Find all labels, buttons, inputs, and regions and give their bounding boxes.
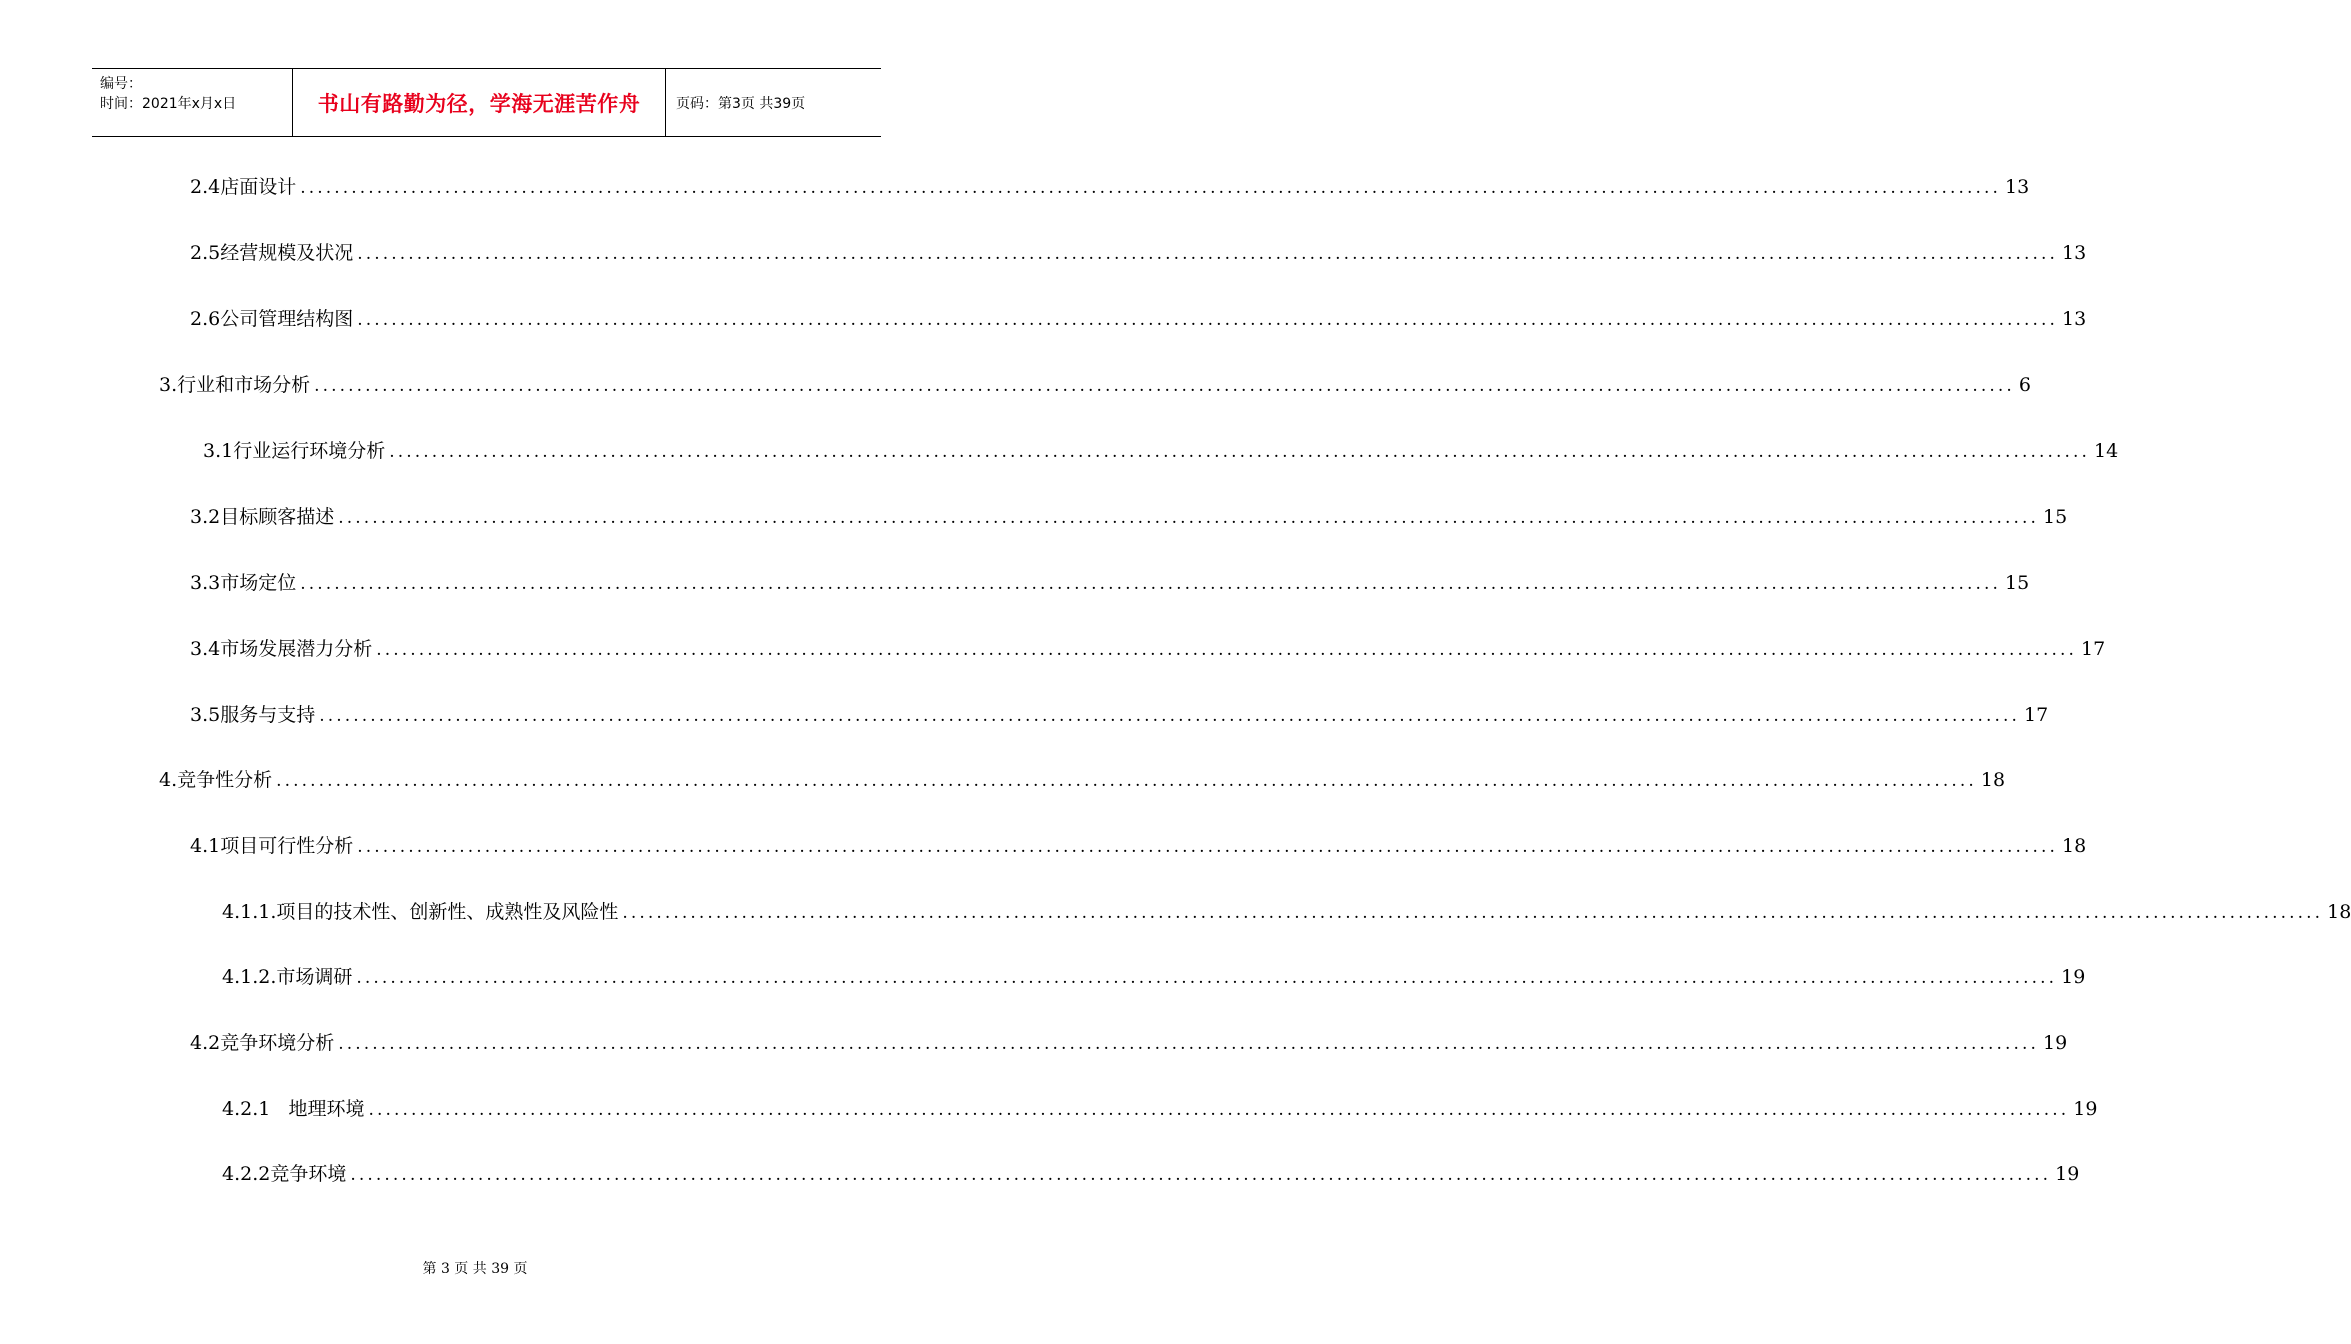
toc-entry[interactable]: [190, 700, 2049, 730]
toc-entry[interactable]: [190, 304, 2087, 334]
footer-page-number: 第 3 页 共 39 页: [422, 1261, 528, 1277]
toc-leader-dots: ........................................................................................................................................................................................................: [338, 508, 2039, 528]
toc-entry-label: 3.1行业运行环境分析: [203, 440, 386, 462]
toc-entry-label: 4.竞争性分析: [159, 769, 273, 791]
toc-entry-page: 17: [2080, 638, 2106, 660]
toc-entry-label: 2.4店面设计: [190, 176, 297, 198]
toc-entry-page: 19: [2061, 966, 2086, 988]
number-label: 编号：: [100, 76, 142, 92]
toc-entry[interactable]: [159, 370, 2031, 400]
toc-leader-dots: ........................................................................................................................................................................................................: [338, 1034, 2039, 1054]
toc-entry-page: 15: [2004, 572, 2030, 594]
toc-entry-label: 4.1.1.项目的技术性、创新性、成熟性及风险性: [222, 901, 619, 923]
toc-leader-dots: ........................................................................................................................................................................................................: [319, 706, 2020, 726]
toc-entry-page: 13: [2004, 176, 2030, 198]
toc-leader-dots: ........................................................................................................................................................................................................: [356, 968, 2058, 988]
toc-entry-label: 4.2.1 地理环境: [222, 1098, 365, 1120]
toc-entry[interactable]: [190, 502, 2068, 532]
toc-entry-page: 14: [2093, 440, 2119, 462]
page-label: 页码：第3页 共39页: [676, 95, 806, 112]
toc-leader-dots: ........................................................................................................................................................................................................: [300, 574, 2001, 594]
toc-entry[interactable]: [190, 568, 2030, 598]
toc-leader-dots: ........................................................................................................................................................................................................: [357, 310, 2058, 330]
toc-entry-label: 2.5经营规模及状况: [190, 242, 354, 264]
toc-leader-dots: ........................................................................................................................................................................................................: [300, 178, 2001, 198]
toc-leader-dots: ........................................................................................................................................................................................................: [350, 1165, 2052, 1185]
toc-leader-dots: ........................................................................................................................................................................................................: [622, 903, 2324, 923]
toc-entry-page: 18: [2061, 835, 2087, 857]
toc-entry[interactable]: [190, 634, 2106, 664]
toc-entry-page: 18: [1980, 769, 2006, 791]
time-label: 时间：2021年x月x日: [100, 96, 237, 112]
motto-text: 书山有路勤为径，学海无涯苦作舟: [317, 91, 641, 116]
toc-entry[interactable]: [190, 1028, 2068, 1058]
toc-leader-dots: ........................................................................................................................................................................................................: [357, 244, 2058, 264]
toc-entry-label: 3.5服务与支持: [190, 704, 316, 726]
toc-leader-dots: ........................................................................................................................................................................................................: [389, 442, 2090, 462]
toc-entry-page: 13: [2061, 308, 2087, 330]
toc-entry-page: 18: [2327, 901, 2351, 923]
toc-entry-label: 4.1.2.市场调研: [222, 966, 353, 988]
page-footer: [0, 1258, 950, 1278]
toc-entry[interactable]: [159, 765, 2006, 795]
toc-entry-page: 17: [2023, 704, 2049, 726]
toc-entry-page: 19: [2042, 1032, 2068, 1054]
toc-entry-label: 3.2目标顾客描述: [190, 506, 335, 528]
toc-leader-dots: ........................................................................................................................................................................................................: [357, 837, 2058, 857]
toc-leader-dots: ........................................................................................................................................................................................................: [276, 771, 1977, 791]
toc-entry-label: 3.3市场定位: [190, 572, 297, 594]
toc-entry-page: 19: [2055, 1163, 2080, 1185]
toc-entry-label: 3.4市场发展潜力分析: [190, 638, 373, 660]
header-motto-cell: [293, 69, 666, 136]
toc-entry-label: 4.2.2竞争环境: [222, 1163, 347, 1185]
toc-entry-page: 6: [2018, 374, 2031, 396]
toc-leader-dots: ........................................................................................................................................................................................................: [314, 376, 2015, 396]
toc-leader-dots: ........................................................................................................................................................................................................: [368, 1100, 2070, 1120]
toc-entry-page: 15: [2042, 506, 2068, 528]
toc-leader-dots: ........................................................................................................................................................................................................: [376, 640, 2077, 660]
toc-entry-label: 4.1项目可行性分析: [190, 835, 354, 857]
toc-entry-label: 4.2竞争环境分析: [190, 1032, 335, 1054]
toc-entry[interactable]: [222, 897, 2351, 927]
toc-entry[interactable]: [222, 1159, 2080, 1189]
header-page-cell: [666, 69, 881, 136]
toc-entry[interactable]: [203, 436, 2119, 466]
toc-entry-page: 13: [2061, 242, 2087, 264]
toc-entry-label: 3.行业和市场分析: [159, 374, 311, 396]
toc-entry[interactable]: [190, 172, 2030, 202]
toc-entry[interactable]: [190, 238, 2087, 268]
toc-entry-label: 2.6公司管理结构图: [190, 308, 354, 330]
toc-entry[interactable]: [222, 962, 2086, 992]
toc-entry[interactable]: [190, 831, 2087, 861]
page-header: [92, 68, 881, 137]
toc-entry[interactable]: [222, 1094, 2098, 1124]
header-meta-cell: [92, 69, 293, 136]
toc-entry-page: 19: [2073, 1098, 2098, 1120]
